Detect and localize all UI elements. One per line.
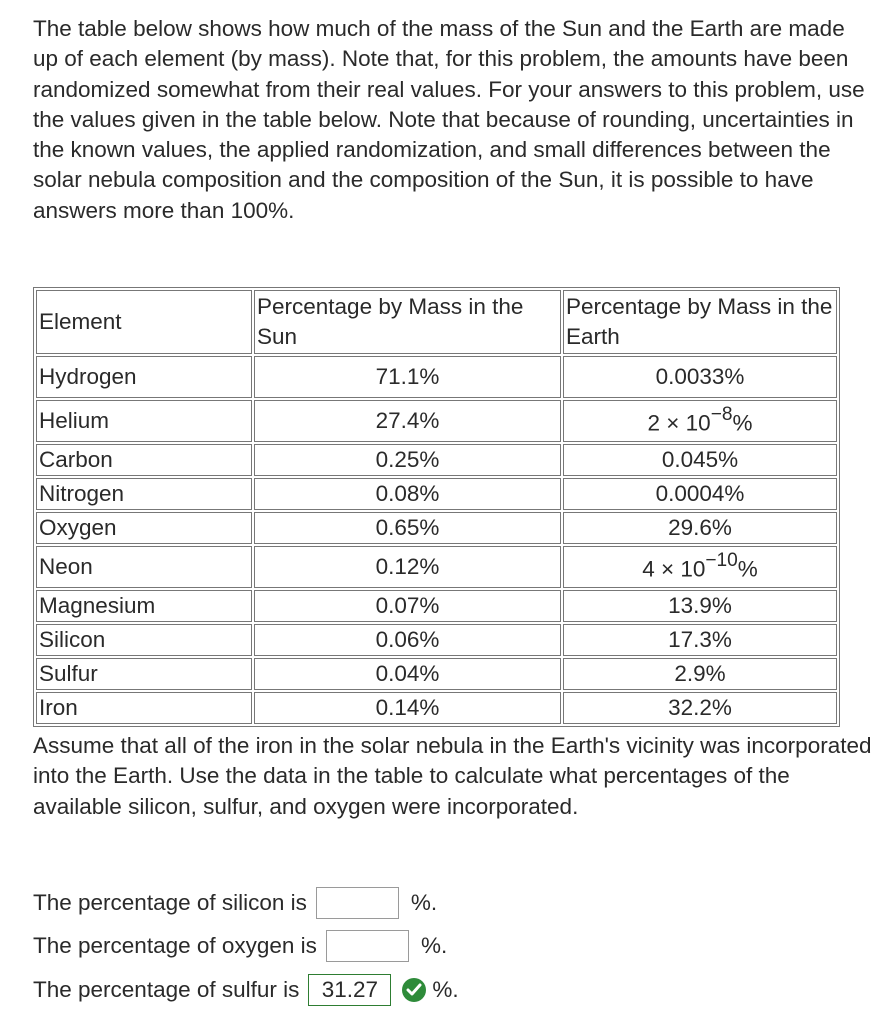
table-row	[36, 400, 837, 442]
silicon-label: The percentage of silicon is	[33, 890, 307, 915]
earth-value-unit: %	[732, 410, 753, 436]
sulfur-label: The percentage of sulfur is	[33, 977, 300, 1002]
table-row	[36, 478, 837, 510]
sun-value-cell: 0.65%	[254, 512, 561, 544]
table-row	[36, 356, 837, 398]
oxygen-label: The percentage of oxygen is	[33, 933, 317, 958]
earth-value-cell: 2.9%	[563, 658, 837, 690]
header-element: Element	[36, 290, 252, 354]
element-cell: Nitrogen	[36, 478, 252, 510]
sulfur-answer-row	[33, 972, 459, 1008]
silicon-unit: %.	[410, 890, 438, 915]
earth-value-base: 4 × 10	[642, 556, 706, 582]
earth-value-cell: 0.0004%	[563, 478, 837, 510]
sulfur-input[interactable]: 31.27	[308, 974, 391, 1006]
oxygen-answer-row	[33, 928, 447, 964]
silicon-answer-row	[33, 885, 437, 921]
element-cell: Oxygen	[36, 512, 252, 544]
sun-value-cell: 71.1%	[254, 356, 561, 398]
element-cell: Iron	[36, 692, 252, 724]
check-circle-icon	[402, 978, 426, 1002]
earth-value-cell: 0.045%	[563, 444, 837, 476]
earth-value-cell: 32.2%	[563, 692, 837, 724]
sun-value-cell: 27.4%	[254, 400, 561, 442]
header-earth: Percentage by Mass in the Earth	[563, 290, 837, 354]
question-paragraph: Assume that all of the iron in the solar nebula in the Earth's vicinity was incorporated into the Earth. Use the data in the table to calculate what percentages of the available silicon, sulfur, and oxygen were incorporated.	[33, 733, 872, 819]
table-row	[36, 590, 837, 622]
sun-value-cell: 0.06%	[254, 624, 561, 656]
sun-value-cell: 0.08%	[254, 478, 561, 510]
earth-value-exponent: −8	[710, 403, 733, 425]
earth-value-base: 2 × 10	[647, 410, 711, 436]
earth-value-unit: %	[737, 556, 758, 582]
oxygen-input[interactable]	[326, 930, 409, 962]
earth-value-cell: 13.9%	[563, 590, 837, 622]
earth-value-cell	[563, 400, 837, 442]
sun-value-cell: 0.25%	[254, 444, 561, 476]
table-header-row	[36, 290, 837, 354]
element-cell: Magnesium	[36, 590, 252, 622]
earth-value-cell	[563, 546, 837, 588]
element-cell: Hydrogen	[36, 356, 252, 398]
table-row	[36, 546, 837, 588]
element-cell: Carbon	[36, 444, 252, 476]
element-cell: Sulfur	[36, 658, 252, 690]
earth-value-cell: 29.6%	[563, 512, 837, 544]
sulfur-unit: %.	[432, 977, 459, 1002]
table-row	[36, 444, 837, 476]
table-row	[36, 624, 837, 656]
earth-value-cell: 0.0033%	[563, 356, 837, 398]
composition-table	[33, 287, 840, 727]
sun-value-cell: 0.07%	[254, 590, 561, 622]
table-row	[36, 692, 837, 724]
table-row	[36, 512, 837, 544]
sun-value-cell: 0.14%	[254, 692, 561, 724]
sun-value-cell: 0.04%	[254, 658, 561, 690]
header-sun: Percentage by Mass in the Sun	[254, 290, 561, 354]
table-row	[36, 658, 837, 690]
intro-paragraph: The table below shows how much of the mass of the Sun and the Earth are made up of each element (by mass). Note that, for this problem, the amounts have been randomized somewhat from their real values. For your answers to this problem, use the values given in the table below. Note that because of rounding, uncertainties in the known values, the applied randomization, and small differences between the solar nebula composition and the composition of the Sun, it is possible to have answers more than 100%.	[33, 16, 865, 223]
earth-value-cell: 17.3%	[563, 624, 837, 656]
element-cell: Helium	[36, 400, 252, 442]
element-cell: Neon	[36, 546, 252, 588]
oxygen-unit: %.	[420, 933, 448, 958]
sun-value-cell: 0.12%	[254, 546, 561, 588]
silicon-input[interactable]	[316, 887, 399, 919]
element-cell: Silicon	[36, 624, 252, 656]
earth-value-exponent: −10	[705, 549, 738, 571]
